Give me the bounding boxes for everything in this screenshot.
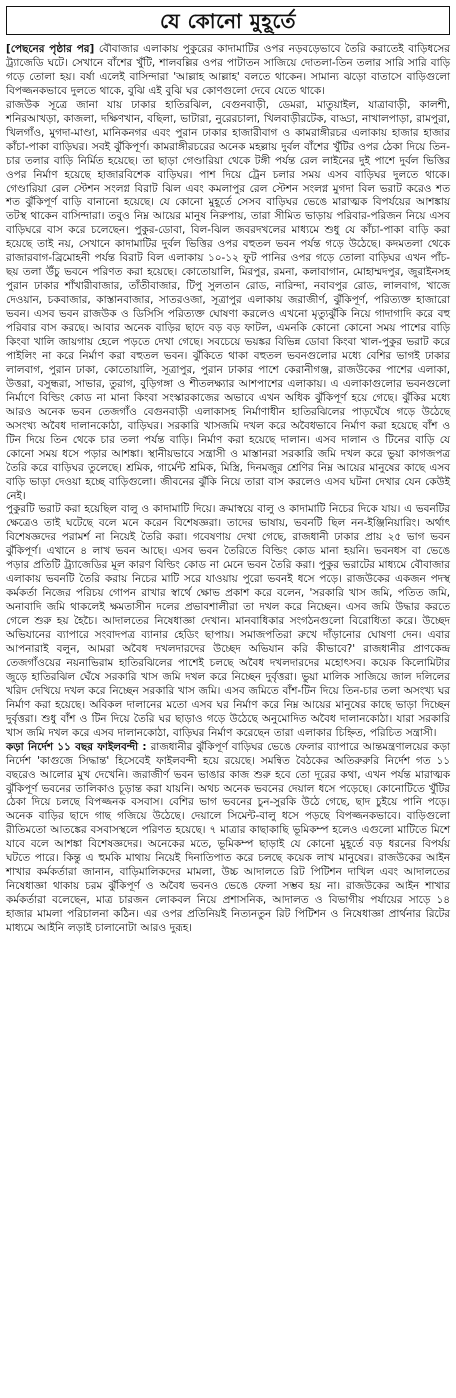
paragraph-3: পুকুরটি ভরাট করা হয়েছিল বালু ও কাদামাটি দিয়ে। ক্রমাস্বয়ে বালু ও কাদামাটি নিচের দিকে যায়। এ ভবনটির ক্ষেত্রেও তাই ঘটেছে বলে মনে করেন বিশেষজ্ঞরা। তাদের ভাষায়, ভবনটি ছিল নন-ইঞ্জিনিয়ারিং। অর্থাৎ বিশেষজ্ঞদের পরামর্শ না নিয়েই তৈরি করা। গবেষণায় দেখা গেছে, রাজধানী ঢাকার প্রায় ২৫ ভাগ ভবন ঝুঁকিপূর্ণ। এখানে ৪ লাখ ভবন আছে। এসব ভবন তৈরিতে বিল্ডিং কোড মানা হয়নি। ভবনধস বা ভেঙে পড়ার প্রতিটি ট্র্যাজেডির মূল কারণ বিল্ডিং কোড না মেনে ভবন তৈরি করা। পুকুর ভরাটের মাধ্যমে বৌবাজার এলাকায় ভবনটি তৈরি করায় নিচের মাটি সরে যাওয়ায় পুরো ভবনই ধসে পড়ে। রাজউকের একজন পদস্থ কর্মকর্তা নিজের পরিচয় গোপন রাখার স্বার্থে ক্ষোভ প্রকাশ করে বলেন, 'সরকারি খাস জমি, পতিত জমি, অনাবাদি জমি থাকলেই ক্ষমতাসীন দলের প্রভাবশালীরা তা দখল করে নিচ্ছেন। এসব জমি উদ্ধার করতে গেলে শুরু হয় হৈচৈ। আদালতের নিষেধাজ্ঞা দেখান। মানবাধিকার সংগঠনগুলো বিরোধিতা করে। উচ্ছেদ অভিযানের ব্যাপারে সংবাদপত্র ব্যানার হেডিং ছাপায়। সমাজপতিরা রুখে দাঁড়ানোর ঘোষণা দেন। এবার আপনারাই বলুন, আমরা অবৈধ দখলদারদের উচ্ছেদ অভিযান করি কীভাবে?' রাজধানীর প্রাণকেন্দ্র তেজগাঁওয়ের নয়নাভিরাম হাতিরঝিলের পাশেই চলছে অবৈধ দখলদারদের মহোৎসব। কয়েক কিলোমিটার জুড়ে হাতিরঝিল ঘেঁষে সরকারি খাস জমি দখল করে নিচ্ছেন দুর্বৃত্তরা। ভুয়া মালিক সাজিয়ে জাল দলিলের খরিদ দেখিয়ে দখল করে নিচ্ছেন সরকারি খাস জমি। এসব জমিতে বাঁশ-টিন দিয়ে তিন-চার তলা অসংখ্য ঘর নির্মাণ করা হয়েছে। অবিকল দালানের মতো এসব ঘর নির্মাণ করে নিম্ন আয়ের মানুষের কাছে ভাড়া দিচ্ছেন দুর্বৃত্তরা। শুধু বাঁশ ও টিন দিয়ে তৈরি ঘর ছাড়াও গড়ে উঠেছে অনুমোদিত অবৈধ দালানকোঠা। যারা সরকারি খাস জমি দখল করে এসব দালানকোঠা, বাড়িঘর নির্মাণ করেছেন তারা এলাকার চিহ্নিত, পরিচিত সন্ত্রাসী।	[6, 503, 450, 739]
subheading: কড়া নির্দেশ ১১ বছর ফাইলবন্দী :	[6, 740, 147, 753]
paragraph-1	[6, 43, 450, 99]
paragraph-1-text: বৌবাজার এলাকায় পুকুরের কাদামাটির ওপর নড়বড়েভাবে তৈরি করাতেই বাড়িধসের ট্র্যাজেডি ঘটে। সেখানে বাঁশের খুঁটি, শালবল্লির ওপর পাটাতন সাজিয়ে দোতলা-তিন তলার সারি সারি বাড়ি গড়ে তোলা হয়। বর্ষা এলেই বাসিন্দারা 'আল্লাহ আল্লাহ' বলতে থাকেন। সামান্য ঝড়ো বাতাসে বাড়িগুলো বিপজ্জনকভাবে দুলতে থাকে, বুঝি এই বুঝি ঘর কোণগুলো দেবে যেতে থাকে।	[6, 43, 450, 97]
paragraph-2: রাজউক সূত্রে জানা যায় ঢাকার হাতিরঝিল, বেগুনবাড়ী, ডেমরা, মাতুয়াইল, যাত্রাবাড়ী, কালশী, শনিরআখড়া, কাজলা, দক্ষিণখান, বছিলা, ভাটারা, নুরেরচালা, খিলবাড়ীরটেক, বাড্ডা, নাখালপাড়া, রামপুরা, খিলগাঁও, মুগদা-মাণ্ডা, মানিকনগর এবং পুরান ঢাকার হাজারীবাগ ও কামরাঙ্গীরচর এলাকায় হাজার হাজার কাঁচা-পাকা বাড়িঘর। সবই ঝুঁকিপূর্ণ। কামরাঙ্গীরচরের অনেক মহল্লায় দুর্বল বাঁশের খুঁটির ওপর ঠেকা দিয়ে তিন-চার তলার বাড়ি নির্মিত হয়েছে। তা ছাড়া গেণ্ডারিয়া থেকে টঙ্গী পর্যন্ত রেল লাইনের দুই পাশে দুর্বল ভিত্তির ওপর নির্মাণ হয়েছে হাজারবিশেক বাড়িঘর। পাশ দিয়ে ট্রেন চলার সময় এসব বাড়িঘর দুলতে থাকে। গেণ্ডারিয়া রেল স্টেশন সংলগ্ন বিরাট ঝিল এবং কমলাপুর রেল স্টেশন সংলগ্ন মুগদা বিল ভরাট করেও শত শত ঝুঁকিপূর্ণ বাড়ি বানানো হয়েছে। যে কোনো মুহূর্তে সেসব বাড়িঘর ভেঙে মারাত্মক বিপর্যয়ের আশঙ্কায় তটস্থ থাকেন বাসিন্দারা। তবুও নিম্ন আয়ের মানুষ নিরুপায়, তারা সীমিত ভাড়ায় পরিবার-পরিজন নিয়ে এসব বাড়িঘরে বাস করে চলেছেন। পুকুর-ডোবা, বিল-ঝিল জবরদখলের মাধ্যমে শুধু যে কাঁচা-পাকা বাড়ি করা হয়েছে তাই নয়, সেখানে কাদামাটির দুর্বল ভিত্তির ওপর বহুতল ভবন পর্যন্ত গড়ে উঠেছে। কদমতলা থেকে রাজারবাগ-ব্রিমোহনী পর্যন্ত বিরাট বিল এলাকায় ১০-১২ ফুট পানির ওপর গড়ে তোলা বাড়িঘর এখন পাঁচ-ছয় তলা উঁচু ভবনে পরিণত করা হয়েছে। কোতোয়ালি, মিরপুর, রমনা, কলাবাগান, মোহাম্মদপুর, জুরাইনসহ পুরান ঢাকার শাঁখারীবাজার, তাঁতীবাজার, টিপু সুলতান রোড, নারিন্দা, নবাবপুর রোড, লালবাগ, খাজে দেওয়ান, চকবাজার, কাস্তানবাজার, সাতরওজা, সূত্রাপুর এলাকায় জরাজীর্ণ, ঝুঁকিপূর্ণ, পরিত্যক্ত হাজারো ভবন। এসব ভবন রাজউক ও ডিসিসি পরিত্যক্ত ঘোষণা করলেও এখনো মৃত্যুঝুঁকি নিয়ে গাদাগাদি করে বহু পরিবার বাস করছে। আবার অনেক বাড়ির ছাদে বড় বড় ফাটল, এমনকি কোনো কোনো সময় পাশের বাড়ি কিংবা খালি জায়গায় হেলে পড়তে দেখা গেছে। সবচেয়ে ভয়ঙ্কর বিভিন্ন ডোবা কিংবা খাল-পুকুর ভরাট করে পাইলিং না করে নির্মাণ করা বহুতল ভবন। ঝুঁকিতে থাকা বহুতল ভবনগুলোর মধ্যে বেশির ভাগই ঢাকার লালবাগ, পুরান ঢাকা, কোতোয়ালি, সূত্রাপুর, পুরান ঢাকার পাশে কেরানীগঞ্জ, রাজউকের পাশের এলাকা, উত্তরা, বসুন্ধরা, সাভার, তুরাগ, বুড়িগঙ্গা ও শীতলক্ষ্যার আশপাশের এলাকায়। এ এলাকাগুলোর ভবনগুলো নির্মাণে বিল্ডিং কোড না মানা কিংবা সংস্কারকাজের অভাবে এখন অধিক ঝুঁকিপূর্ণ হয়ে গেছে। ঝুঁকির মধ্যে আরও অনেক ভবন তেজগাঁও বেগুনবাড়ী এলাকাসহ নির্মাণাধীন হাতিরঝিলের পাড়ঘেঁষে গড়ে উঠেছে অসংখ্য অবৈধ দালানকোঠা, বাড়িঘর। সরকারি খাসজমি দখল করে অবৈধভাবে নির্মাণ করা হয়েছে বাঁশ ও টিন দিয়ে তিন থেকে চার তলা পর্যন্ত বাড়ি। নির্মাণ করা হয়েছে দালান। এসব দালান ও টিনের বাড়ি যে কোনো সময় ধসে পড়ার আশঙ্কা। স্থানীয়ভাবে সন্ত্রাসী ও মাস্তানরা সরকারি জমি দখল করে ভুয়া কাগজপত্র তৈরি করে বাড়িঘর তুলেছে। শ্রমিক, গার্মেন্ট শ্রমিক, মিস্ত্রি, দিনমজুর শ্রেণির নিম্ন আয়ের মানুষের কাছে এসব বাড়ি ভাড়া দেওয়া হচ্ছে বাড়িগুলো। জীবনের ঝুঁকি নিয়ে তারা বাস করলেও এসব ঘটনা দেখার যেন কেউই নেই।	[6, 98, 450, 502]
continued-from-label: [পেছনের পৃষ্ঠার পর]	[6, 43, 95, 55]
paragraph-4-text: রাজধানীর ঝুঁকিপূর্ণ বাড়িঘর ভেঙে ফেলার ব্যাপারে আন্তমন্ত্রণালয়ের কড়া নির্দেশ 'কাগুজে সিদ্ধান্ত' হিসেবেই ফাইলবন্দী হয়ে রয়েছে। সমন্বিত বৈঠকের অতিরুরুরি নির্দেশ গত ১১ বছরেও আলোর মুখ দেখেনি। জরাজীর্ণ ভবন ভাঙার কাজ শুরু হবে তো দূরের কথা, এখন পর্যন্ত মারাত্মক ঝুঁকিপূর্ণ ভবনের তালিকাও চূড়ান্ত করা যায়নি। অথচ অনেক ভবনের দেয়াল ধসে পড়েছে। কোনোটিতে খুঁটির ঠেকা দিয়ে চলছে বিপজ্জনক বসবাস। বেশির ভাগ ভবনের চুন-সুরকি উঠে গেছে, ছাদ চুইয়ে পানি পড়ে। অনেক বাড়ির ছাদে গাছ গজিয়ে উঠেছে। দেয়ালে সিমেন্ট-বালু ধসে পড়ছে বিপজ্জনকভাবে। বাড়িগুলো রীতিমতো আতঙ্কের বসবাসস্থলে পরিণত হয়েছে। ৭ মাত্রার কাছাকাছি ভূমিকম্প হলেও এগুলো মাটিতে মিশে যাবে বলে আশঙ্কা বিশেষজ্ঞদের। অনেকের মতে, ভূমিকম্প ছাড়াই যে কোনো মুহূর্তে বড় ধরনের বিপর্যয় ঘটতে পারে। কিন্তু এ হুমকি মাথায় নিয়েই দিনাতিপাত করে চলছে কয়েক লাখ মানুষের। রাজউকের আইন শাখার কর্মকর্তারা জানান, বাড়িমালিকদের মামলা, উচ্চ আদালতে রিট পিটিশন দাখিল এবং আদালতের নিষেধাজ্ঞা থাকায় চরম ঝুঁকিপূর্ণ ও অবৈধ ভবনও ভেঙে ফেলা সম্ভব হয় না। রাজউকের আইন শাখার কর্মকর্তারা বলেছেন, মাত্র চারজন লোকবল নিয়ে প্রশাসনিক, আদালত ও বিভাগীয় পর্যায়ের সাড়ে ১৪ হাজার মামলা পরিচালনা কঠিন। এর ওপর প্রতিনিয়ই নিত্যনতুন রিট পিটিশন ও নিষেধাজ্ঞা প্রার্থনার রিটের মাধ্যমে আইনি লড়াই চালানোটা আরও দুরূহ।	[6, 740, 450, 935]
paragraph-4	[6, 741, 450, 936]
article-body	[6, 43, 450, 936]
headline-box	[6, 6, 450, 35]
headline: যে কোনো মুহূর্তে	[160, 9, 296, 33]
